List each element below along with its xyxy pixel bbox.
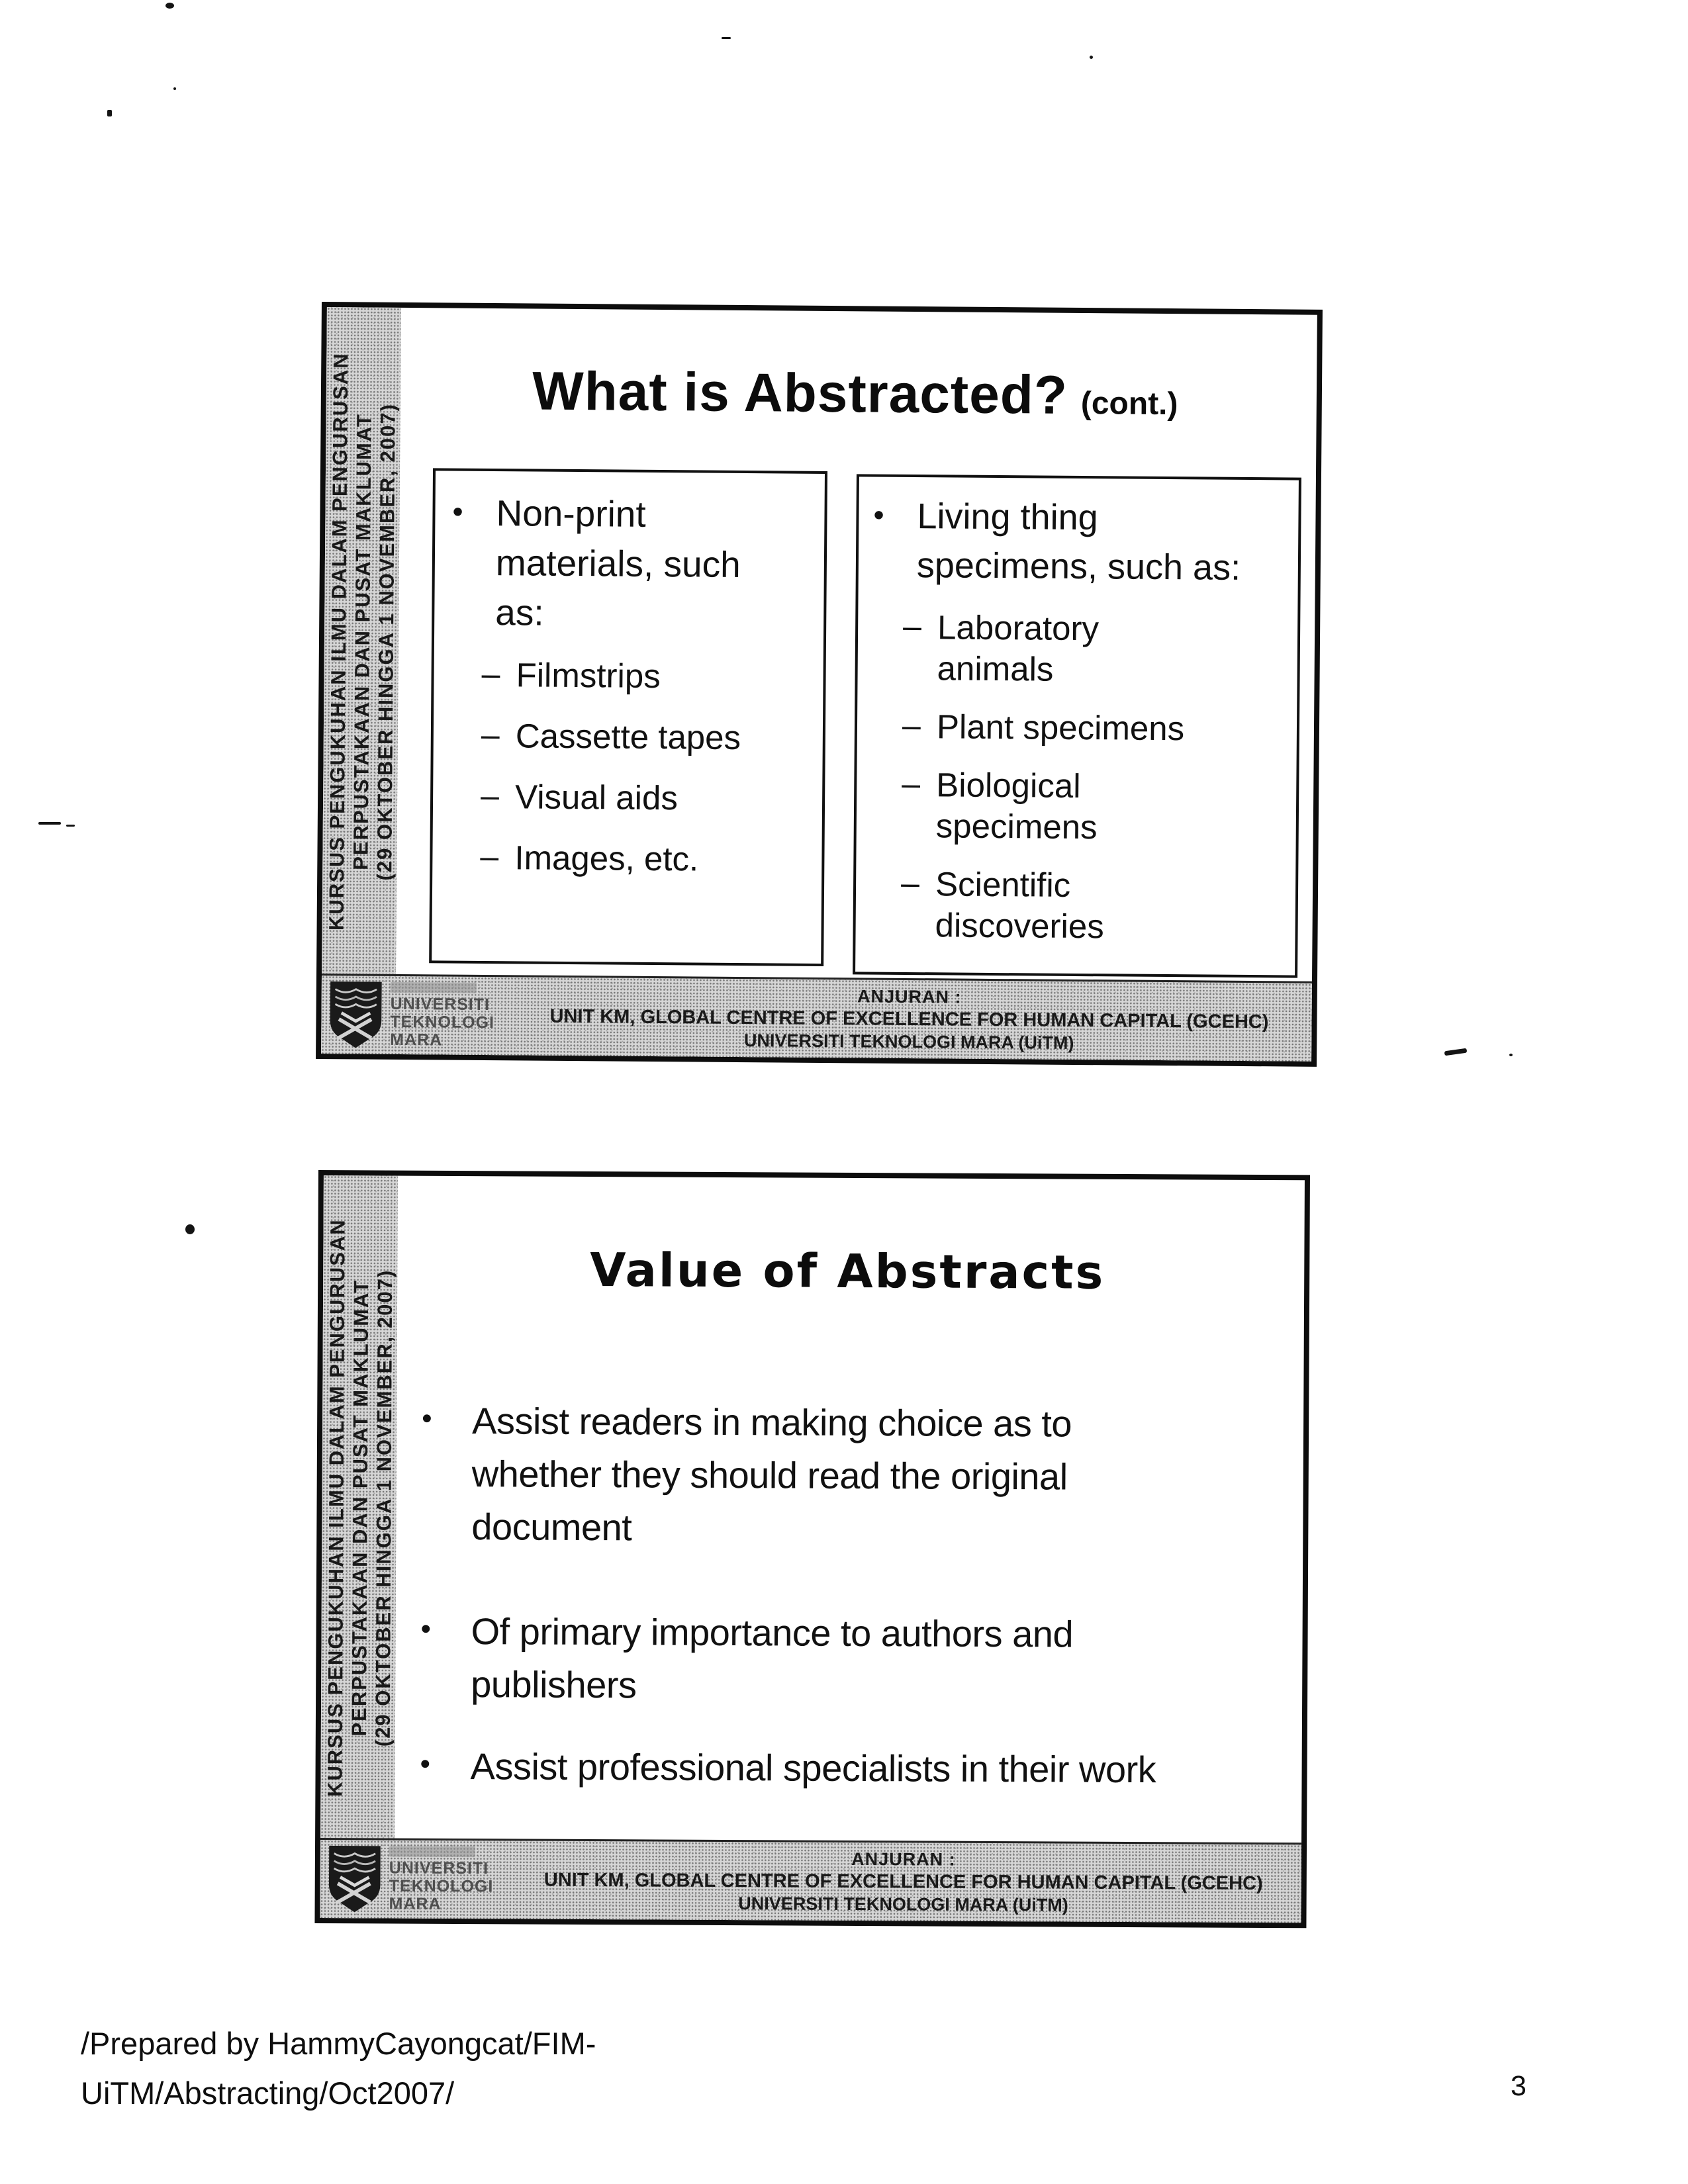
anjuran-banner	[505, 1841, 1301, 1923]
bullet-icon: •	[420, 1747, 431, 1780]
scan-smear	[391, 981, 477, 993]
bullet-line: document	[471, 1506, 632, 1549]
lead-line: as:	[495, 592, 544, 633]
item-line: Scientific	[935, 865, 1071, 904]
bullet-icon: •	[873, 497, 884, 532]
dash-icon: –	[902, 764, 921, 803]
slide1-sidebar-course-text	[323, 307, 401, 976]
lead-line: materials, such	[495, 542, 741, 585]
scan-speck	[1444, 1048, 1468, 1056]
uitm-logo-wordmark	[390, 976, 507, 1055]
bullet-assist-specialists	[420, 1740, 1156, 1796]
uitm-logo-wordmark	[389, 1841, 506, 1919]
living-lead-text	[917, 492, 1241, 592]
prepared-line-2: UiTM/Abstracting/Oct2007/	[81, 2075, 455, 2111]
anjuran-label: ANJURAN :	[857, 985, 962, 1007]
anjuran-label: ANJURAN :	[851, 1848, 956, 1870]
dash-icon: –	[902, 607, 922, 645]
dash-icon: –	[480, 837, 499, 876]
logo-word: MARA	[389, 1894, 442, 1913]
list-item-text	[937, 706, 1185, 749]
dash-icon: –	[900, 864, 920, 902]
list-item	[900, 864, 1290, 949]
slide1-left-box	[429, 468, 827, 966]
uitm-shield-icon	[327, 980, 385, 1050]
anjuran-org: UNIT KM, GLOBAL CENTRE OF EXCELLENCE FOR HUMAN CAPITAL (GCEHC)	[549, 1005, 1269, 1032]
bullet-icon: •	[452, 494, 463, 529]
dash-icon: –	[480, 776, 500, 815]
bullet-line: whether they should read the original	[471, 1453, 1068, 1498]
slide2-title: Value of Abstracts	[590, 1243, 1105, 1300]
sidebar-line-3: (29 OKTOBER HINGGA 1 NOVEMBER, 2007)	[373, 402, 400, 881]
item-line: Laboratory	[937, 608, 1100, 648]
prepared-by-note	[81, 2019, 596, 2118]
lead-line: Living thing	[917, 496, 1098, 538]
scan-speck	[107, 110, 112, 116]
list-item	[902, 764, 1291, 850]
list-item	[480, 837, 816, 881]
list-item-text: Images, etc.	[514, 839, 699, 878]
uitm-shield-icon	[326, 1844, 384, 1913]
slide1-sidebar-strip	[322, 307, 401, 976]
sidebar-line-2: PERPUSTAKAAN DAN PUSAT MAKLUMAT	[347, 1279, 373, 1737]
dash-icon: –	[902, 706, 921, 745]
anjuran-university: UNIVERSITI TEKNOLOGI MARA (UiTM)	[743, 1030, 1074, 1053]
bullet-primary-importance	[420, 1605, 1073, 1714]
list-item	[481, 715, 818, 759]
scan-speck	[165, 3, 174, 9]
list-item	[902, 607, 1292, 692]
list-item	[902, 706, 1291, 751]
sidebar-line-3: (29 OKTOBER HINGGA 1 NOVEMBER, 2007)	[371, 1269, 397, 1747]
list-item-text	[937, 607, 1099, 690]
bullet-line: Of primary importance to authors and	[471, 1610, 1074, 1655]
scan-smear	[389, 1846, 475, 1857]
list-item-text: Cassette tapes	[515, 717, 741, 756]
sidebar-line-2: PERPUSTAKAAN DAN PUSAT MAKLUMAT	[349, 413, 376, 870]
anjuran-banner	[506, 977, 1312, 1062]
slide1-title-main: What is Abstracted?	[532, 361, 1068, 426]
sidebar-line-1: KURSUS PENGUKUHAN ILMU DALAM PENGURUSAN	[323, 1218, 350, 1797]
prepared-line-1: /Prepared by HammyCayongcat/FIM-	[81, 2026, 596, 2061]
item-line: discoveries	[935, 906, 1104, 946]
scan-speck	[1509, 1054, 1513, 1056]
scan-speck	[66, 825, 75, 827]
slide2-sidebar-course-text	[322, 1175, 398, 1841]
list-item	[481, 655, 818, 698]
slide-value-of-abstracts	[314, 1170, 1310, 1928]
anjuran-university: UNIVERSITI TEKNOLOGI MARA (UiTM)	[738, 1893, 1068, 1915]
logo-word: UNIVERSITI	[389, 1858, 489, 1878]
uitm-logo-icon	[320, 1840, 389, 1919]
list-item	[481, 776, 817, 820]
scan-speck	[173, 87, 176, 90]
living-sublist	[900, 607, 1292, 949]
item-line: Biological	[936, 766, 1081, 805]
scan-speck	[38, 822, 61, 825]
list-item-text	[935, 864, 1104, 947]
bullet-line: publishers	[471, 1663, 637, 1706]
bullet-line: Assist professional specialists in their work	[470, 1745, 1156, 1791]
slide1-title	[400, 359, 1311, 429]
living-lead	[873, 492, 1293, 593]
page-number: 3	[1511, 2070, 1526, 2102]
slide1-title-suffix: (cont.)	[1080, 386, 1178, 422]
bullet-text	[471, 1605, 1073, 1713]
logo-word: UNIVERSITI	[390, 994, 491, 1014]
slide1-footer	[321, 974, 1312, 1062]
dash-icon: –	[481, 715, 500, 754]
sidebar-line-1: KURSUS PENGUKUHAN ILMU DALAM PENGURUSAN	[324, 352, 353, 931]
list-item-text: Visual aids	[514, 778, 679, 817]
lead-line: Non-print	[496, 492, 646, 535]
scan-speck	[185, 1224, 195, 1234]
dash-icon: –	[481, 655, 500, 693]
bullet-assist-readers	[421, 1394, 1072, 1557]
item-line: specimens	[935, 807, 1098, 846]
lead-line: specimens, such as:	[916, 545, 1241, 588]
nonprint-sublist	[480, 655, 818, 881]
bullet-icon: •	[420, 1612, 432, 1645]
bullet-text	[471, 1394, 1072, 1556]
logo-word: MARA	[390, 1030, 443, 1049]
list-item-text: Filmstrips	[516, 656, 661, 696]
item-line: Plant specimens	[936, 707, 1185, 748]
slide1-right-box	[853, 474, 1301, 978]
uitm-logo-icon	[321, 976, 391, 1054]
bullet-icon: •	[422, 1402, 432, 1435]
slide-what-is-abstracted	[316, 302, 1323, 1067]
nonprint-lead-text	[495, 488, 741, 639]
nonprint-lead	[451, 488, 820, 640]
list-item-text	[936, 764, 1098, 848]
logo-word: TEKNOLOGI	[389, 1876, 494, 1895]
scan-speck	[1090, 56, 1093, 59]
bullet-text	[470, 1740, 1156, 1796]
slide2-footer	[320, 1838, 1301, 1923]
bullet-line: Assist readers in making choice as to	[471, 1400, 1072, 1445]
slide2-sidebar-strip	[320, 1175, 398, 1841]
scan-speck	[722, 37, 731, 39]
item-line: animals	[937, 649, 1054, 688]
anjuran-org: UNIT KM, GLOBAL CENTRE OF EXCELLENCE FOR HUMAN CAPITAL (GCEHC)	[543, 1869, 1263, 1894]
logo-word: TEKNOLOGI	[390, 1012, 495, 1032]
